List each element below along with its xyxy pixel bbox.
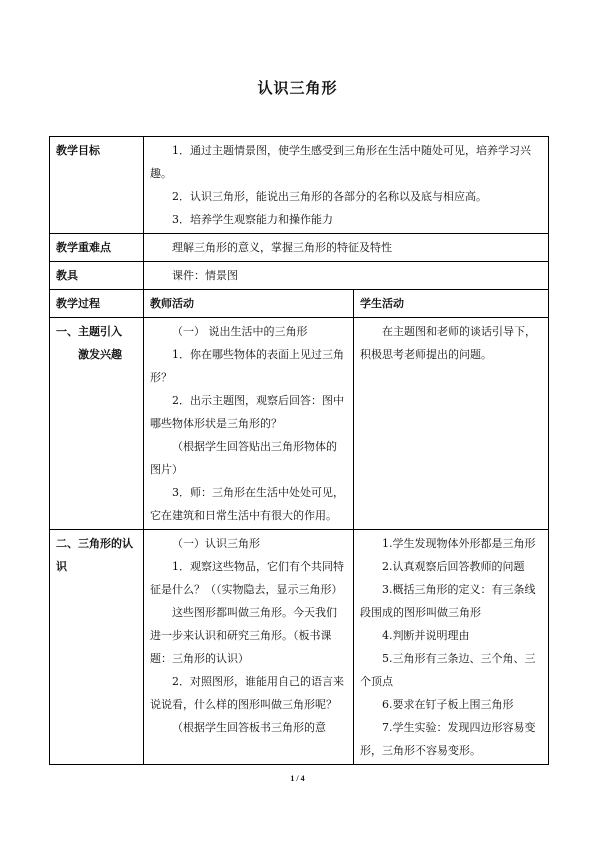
student-line: 在主题图和老师的谈话引导下，积极思考老师提出的问题。 <box>360 325 536 361</box>
student-line: 1.学生发现物体外形都是三角形 <box>382 537 536 550</box>
teacher-line: （根据学生回答板书三角形的意 <box>172 721 326 734</box>
section-1-label-line2: 激发兴趣 <box>78 348 122 361</box>
teacher-line: 3．师：三角形在生活中处处可见，它在建筑和日常生活中有很大的作用。 <box>150 486 344 522</box>
student-line: 4.判断并说明理由 <box>382 629 470 642</box>
teacher-line: 1．你在哪些物体的表面上见过三角形？ <box>150 348 344 384</box>
goal-item: 1．通过主题情景图，使学生感受到三角形在生活中随处可见，培养学习兴趣。 <box>150 144 531 180</box>
section-1-label <box>50 318 144 530</box>
row-section-1 <box>50 318 549 530</box>
section-2-student <box>354 530 549 765</box>
row-key-points <box>50 234 549 262</box>
tools-label: 教具 <box>50 262 144 290</box>
teacher-line: 2．对照图形，谁能用自己的语言来说说看，什么样的图形叫做三角形呢？ <box>150 675 344 711</box>
section-2-teacher <box>144 530 354 765</box>
row-goals <box>50 137 549 234</box>
section-1-teacher <box>144 318 354 530</box>
student-line: 3.概括三角形的定义：有三条线段围成的图形叫做三角形 <box>360 583 536 619</box>
teacher-line: 2．出示主题图，观察后回答：图中哪些物体形状是三角形的？ <box>150 394 344 430</box>
section-2-label: 二、三角形的认识 <box>50 530 144 765</box>
row-process-header <box>50 290 549 318</box>
tools-text: 课件：情景图 <box>144 262 549 290</box>
goal-item: 2．认识三角形，能说出三角形的各部分的名称以及底与相应高。 <box>172 190 487 203</box>
student-line: 5.三角形有三条边、三个角、三个顶点 <box>360 652 536 688</box>
row-tools <box>50 262 549 290</box>
student-line: 2.认真观察后回答教师的问题 <box>382 560 525 573</box>
goal-item: 3．培养学生观察能力和操作能力 <box>172 213 333 226</box>
teacher-line: 1．观察这些物品，它们有个共同特征是什么？（（实物隐去，显示三角形） <box>150 560 344 596</box>
page-title: 认识三角形 <box>257 79 338 97</box>
row-section-2 <box>50 530 549 765</box>
page-number: 1 / 4 <box>290 774 305 783</box>
student-line: 7.学生实验：发现四边形容易变形，三角形不容易变形。 <box>360 721 536 757</box>
goals-label: 教学目标 <box>50 137 144 234</box>
student-activity-header: 学生活动 <box>354 290 549 318</box>
key-points-text: 理解三角形的意义，掌握三角形的特征及特性 <box>144 234 549 262</box>
teacher-line: （根据学生回答贴出三角形物体的图片） <box>150 440 337 476</box>
student-line: 6.要求在钉子板上围三角形 <box>382 698 514 711</box>
teacher-line: 这些图形都叫做三角形。今天我们进一步来认识和研究三角形。（板书课题：三角形的认识） <box>150 606 337 665</box>
teacher-line: （一）认识三角形 <box>172 537 260 550</box>
lesson-plan-table <box>49 136 549 765</box>
section-1-label-line1: 一、主题引入 <box>56 325 122 338</box>
goals-content <box>144 137 549 234</box>
key-points-label: 教学重难点 <box>50 234 144 262</box>
teacher-line: （一） 说出生活中的三角形 <box>172 325 308 338</box>
teacher-activity-header: 教师活动 <box>144 290 354 318</box>
process-label: 教学过程 <box>50 290 144 318</box>
section-1-student <box>354 318 549 530</box>
